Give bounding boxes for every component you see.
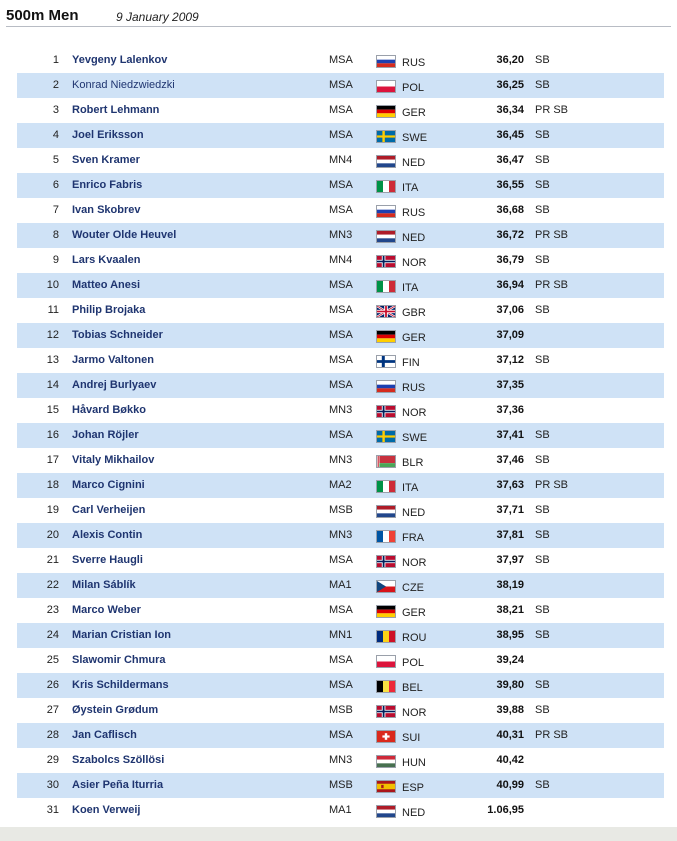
record-note: SB [535,554,550,566]
record-note: SB [535,704,550,716]
record-note: SB [535,504,550,516]
nation-code: FRA [402,532,424,544]
table-row [17,523,664,548]
rank-cell: 23 [46,604,59,616]
time-cell: 36,68 [496,204,524,216]
category-cell: MSA [329,354,353,366]
table-row [17,373,664,398]
nation-code: BLR [402,457,424,469]
time-cell: 37,97 [496,554,524,566]
rank-cell: 18 [46,479,59,491]
nor-flag-icon [376,555,396,568]
rank-cell: 8 [52,229,59,241]
nation-code: POL [402,82,425,94]
ned-flag-icon [376,805,396,818]
athlete-name: Vitaly Mikhailov [72,454,155,466]
athlete-name: Enrico Fabris [72,179,143,191]
pol-flag-icon [376,655,396,668]
nation-code: SUI [402,732,421,744]
table-row [17,698,664,723]
category-cell: MN3 [329,454,353,466]
time-cell: 36,20 [496,54,524,66]
athlete-name: Sverre Haugli [72,554,143,566]
pol-flag-icon [376,80,396,93]
category-cell: MSB [329,704,353,716]
table-row [17,423,664,448]
rank-cell: 30 [46,779,59,791]
rank-cell: 1 [52,54,59,66]
table-row [17,748,664,773]
category-cell: MSB [329,504,353,516]
category-cell: MSA [329,679,353,691]
category-cell: MN1 [329,629,353,641]
time-cell: 36,45 [496,129,524,141]
table-row [17,598,664,623]
swe-flag-icon [376,130,396,143]
time-cell: 1.06,95 [487,804,524,816]
rank-cell: 10 [46,279,59,291]
ger-flag-icon [376,330,396,343]
time-cell: 37,71 [496,504,524,516]
nation-code: NOR [402,707,427,719]
category-cell: MSB [329,779,353,791]
athlete-name: Robert Lehmann [72,104,160,116]
athlete-name: Øystein Grødum [72,704,159,716]
category-cell: MSA [329,279,353,291]
category-cell: MN3 [329,404,353,416]
athlete-name: Marian Cristian Ion [72,629,172,641]
time-cell: 36,79 [496,254,524,266]
record-note: SB [535,254,550,266]
category-cell: MSA [329,79,353,91]
nor-flag-icon [376,705,396,718]
athlete-name: Sven Kramer [72,154,140,166]
time-cell: 36,34 [496,104,524,116]
ger-flag-icon [376,105,396,118]
rank-cell: 2 [52,79,59,91]
athlete-name: Andrej Burlyaev [72,379,157,391]
table-row [17,98,664,123]
rus-flag-icon [376,205,396,218]
record-note: SB [535,129,550,141]
time-cell: 40,42 [496,754,524,766]
athlete-name: Szabolcs Szöllösi [72,754,165,766]
record-note: SB [535,779,550,791]
category-cell: MA1 [329,804,352,816]
page-title: 500m Men [6,7,79,24]
rank-cell: 7 [52,204,59,216]
category-cell: MSA [329,429,353,441]
rank-cell: 25 [46,654,59,666]
category-cell: MSA [329,104,353,116]
record-note: SB [535,79,550,91]
rank-cell: 20 [46,529,59,541]
category-cell: MSA [329,379,353,391]
athlete-name: Koen Verweij [72,804,141,816]
rank-cell: 31 [46,804,59,816]
record-note: SB [535,179,550,191]
ned-flag-icon [376,505,396,518]
rank-cell: 13 [46,354,59,366]
time-cell: 38,19 [496,579,524,591]
athlete-name: Slawomir Chmura [72,654,166,666]
table-row [17,548,664,573]
nation-code: SWE [402,132,428,144]
athlete-name: Yevgeny Lalenkov [72,54,168,66]
table-row [17,123,664,148]
record-note: SB [535,679,550,691]
time-cell: 39,88 [496,704,524,716]
time-cell: 36,94 [496,279,524,291]
time-cell: 37,35 [496,379,524,391]
category-cell: MN3 [329,529,353,541]
table-row [17,623,664,648]
table-row [17,173,664,198]
swe-flag-icon [376,430,396,443]
nation-code: ITA [402,182,419,194]
athlete-name: Alexis Contin [72,529,143,541]
time-cell: 40,31 [496,729,524,741]
nation-code: ITA [402,482,419,494]
table-row [17,673,664,698]
category-cell: MSA [329,729,353,741]
time-cell: 37,09 [496,329,524,341]
nor-flag-icon [376,255,396,268]
rank-cell: 3 [52,104,59,116]
sui-flag-icon [376,730,396,743]
rank-cell: 9 [52,254,59,266]
table-row [17,248,664,273]
record-note: PR SB [535,279,569,291]
time-cell: 39,80 [496,679,524,691]
rank-cell: 11 [47,304,59,316]
nation-code: FIN [402,357,420,369]
ita-flag-icon [376,480,396,493]
rank-cell: 24 [46,629,59,641]
ned-flag-icon [376,230,396,243]
athlete-name: Carl Verheijen [72,504,146,516]
ita-flag-icon [376,280,396,293]
category-cell: MN3 [329,754,353,766]
athlete-name: Joel Eriksson [72,129,144,141]
category-cell: MSA [329,604,353,616]
nation-code: CZE [402,582,424,594]
nation-code: NED [402,157,426,169]
nation-code: NED [402,807,426,819]
gbr-flag-icon [376,305,396,318]
record-note: SB [535,604,550,616]
table-row [17,348,664,373]
fra-flag-icon [376,530,396,543]
record-note: SB [535,204,550,216]
rank-cell: 12 [46,329,59,341]
time-cell: 37,46 [496,454,524,466]
athlete-name: Lars Kvaalen [72,254,141,266]
fin-flag-icon [376,355,396,368]
blr-flag-icon [376,455,396,468]
table-row [17,573,664,598]
athlete-name: Jarmo Valtonen [72,354,154,366]
athlete-name: Matteo Anesi [72,279,141,291]
category-cell: MN4 [329,254,353,266]
athlete-name: Jan Caflisch [72,729,137,741]
nation-code: ROU [402,632,427,644]
record-note: PR SB [535,729,569,741]
athlete-name: Johan Röjler [72,429,139,441]
esp-flag-icon [376,780,396,793]
nation-code: RUS [402,382,426,394]
time-cell: 37,41 [496,429,524,441]
table-row [17,48,664,73]
athlete-name: Kris Schildermans [72,679,169,691]
rank-cell: 27 [46,704,59,716]
table-row [17,323,664,348]
table-row [17,298,664,323]
time-cell: 37,63 [496,479,524,491]
results-table [17,48,664,823]
time-cell: 37,12 [496,354,524,366]
category-cell: MSA [329,654,353,666]
rank-cell: 14 [46,379,59,391]
table-row [17,148,664,173]
record-note: SB [535,304,550,316]
nation-code: GER [402,107,426,119]
time-cell: 38,95 [496,629,524,641]
nation-code: RUS [402,207,426,219]
category-cell: MSA [329,554,353,566]
record-note: PR SB [535,104,569,116]
rank-cell: 28 [46,729,59,741]
cze-flag-icon [376,580,396,593]
rank-cell: 15 [46,404,59,416]
athlete-name: Wouter Olde Heuvel [72,229,177,241]
record-note: PR SB [535,479,569,491]
table-row [17,498,664,523]
time-cell: 40,99 [496,779,524,791]
rank-cell: 29 [46,754,59,766]
nation-code: SWE [402,432,428,444]
athlete-name: Philip Brojaka [72,304,146,316]
nation-code: NOR [402,257,427,269]
nation-code: ITA [402,282,419,294]
record-note: SB [535,154,550,166]
rus-flag-icon [376,380,396,393]
athlete-name: Håvard Bøkko [72,404,146,416]
nation-code: ESP [402,782,425,794]
category-cell: MSA [329,304,353,316]
record-note: SB [535,529,550,541]
category-cell: MSA [329,204,353,216]
time-cell: 36,72 [496,229,524,241]
nation-code: NOR [402,407,427,419]
category-cell: MSA [329,329,353,341]
table-row [17,398,664,423]
record-note: SB [535,429,550,441]
ita-flag-icon [376,180,396,193]
rank-cell: 26 [46,679,59,691]
record-note: SB [535,54,550,66]
record-note: SB [535,629,550,641]
nation-code: GBR [402,307,426,319]
hun-flag-icon [376,755,396,768]
rank-cell: 17 [46,454,59,466]
nation-code: NED [402,232,426,244]
rank-cell: 6 [52,179,59,191]
time-cell: 36,55 [496,179,524,191]
athlete-name: Tobias Schneider [72,329,163,341]
rou-flag-icon [376,630,396,643]
athlete-name: Milan Sáblík [72,579,136,591]
nation-code: GER [402,332,426,344]
ger-flag-icon [376,605,396,618]
table-row [17,773,664,798]
bel-flag-icon [376,680,396,693]
athlete-name: Marco Weber [72,604,141,616]
record-note: SB [535,354,550,366]
rank-cell: 4 [52,129,59,141]
category-cell: MSA [329,129,353,141]
table-row [17,448,664,473]
time-cell: 37,06 [496,304,524,316]
nation-code: GER [402,607,426,619]
category-cell: MSA [329,179,353,191]
rank-cell: 21 [46,554,59,566]
table-row [17,723,664,748]
nation-code: HUN [402,757,426,769]
nation-code: RUS [402,57,426,69]
time-cell: 36,25 [496,79,524,91]
nation-code: POL [402,657,425,669]
time-cell: 39,24 [496,654,524,666]
results-header [6,4,671,27]
record-note: PR SB [535,229,569,241]
category-cell: MA2 [329,479,352,491]
nation-code: NOR [402,557,427,569]
time-cell: 37,81 [496,529,524,541]
category-cell: MA1 [329,579,352,591]
athlete-name: Konrad Niedzwiedzki [72,79,175,91]
athlete-name: Asier Peña Iturria [72,779,164,791]
table-row [17,648,664,673]
rank-cell: 22 [46,579,59,591]
nation-code: NED [402,507,426,519]
footer-bar [0,827,677,841]
ned-flag-icon [376,155,396,168]
event-date: 9 January 2009 [116,10,199,24]
category-cell: MN3 [329,229,353,241]
rus-flag-icon [376,55,396,68]
table-row [17,473,664,498]
record-note: SB [535,454,550,466]
table-row [17,798,664,823]
table-row [17,73,664,98]
table-row [17,198,664,223]
time-cell: 37,36 [496,404,524,416]
time-cell: 36,47 [496,154,524,166]
table-row [17,273,664,298]
nor-flag-icon [376,405,396,418]
rank-cell: 5 [52,154,59,166]
athlete-name: Marco Cignini [72,479,145,491]
category-cell: MN4 [329,154,353,166]
athlete-name: Ivan Skobrev [72,204,141,216]
table-row [17,223,664,248]
category-cell: MSA [329,54,353,66]
rank-cell: 16 [46,429,59,441]
rank-cell: 19 [46,504,59,516]
nation-code: BEL [402,682,423,694]
time-cell: 38,21 [496,604,524,616]
